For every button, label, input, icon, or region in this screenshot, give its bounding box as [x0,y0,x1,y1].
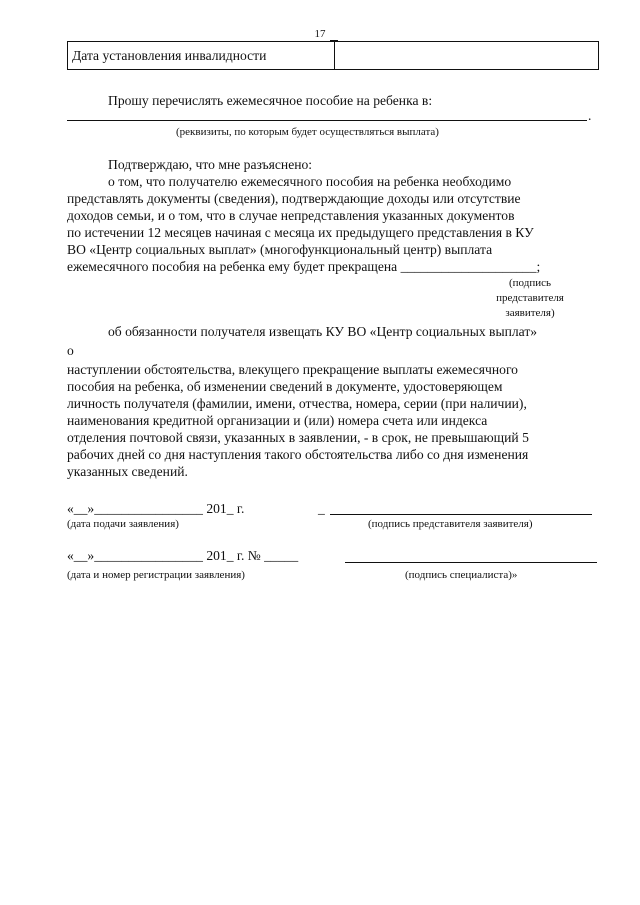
submission-date-note: (дата подачи заявления) [67,518,179,530]
obligation-line: наименования кредитной организации и (или) номера счета или индекса [67,413,488,428]
confirm-line: доходов семьи, и о том, что в случае непредставления указанных документов [67,208,515,223]
payment-details-line[interactable] [67,120,587,121]
obligation-line: пособия на ребенка, об изменении сведений в документе, удостоверяющем [67,379,503,394]
obligation-first-line: об обязанности получателя извещать КУ ВО «Центр социальных выплат» [108,324,538,339]
payment-line-end: . [588,108,592,123]
payment-request: Прошу перечислять ежемесячное пособие на ребенка в: [108,93,433,108]
specialist-signature-note: (подпись специалиста)» [405,569,518,581]
disability-date-label: Дата установления инвалидности [68,42,335,70]
confirm-line: представлять документы (сведения), подтверждающие доходы или отсутствие [67,191,521,206]
specialist-signature-line[interactable] [345,562,597,563]
disability-date-field[interactable] [335,42,599,70]
obligation-line: указанных сведений. [67,464,188,479]
obligation-line: наступлении обстоятельства, влекущего прекращение выплаты ежемесячного [67,362,518,377]
confirm-line: о том, что получателю ежемесячного пособия на ребенка необходимо [108,174,512,189]
confirm-line: ежемесячного пособия на ребенка ему будет прекращена ____________________; [67,259,541,274]
confirm-heading: Подтверждаю, что мне разъяснено: [108,157,313,172]
applicant-signature-line[interactable] [330,514,592,515]
confirm-line: по истечении 12 месяцев начиная с месяца их предыдущего представления в КУ [67,225,534,240]
page-number: 17 [314,28,326,40]
disability-table [67,41,599,70]
submission-date-line[interactable]: «__»________________ 201_ г. [67,501,245,516]
obligation-line: отделения почтовой связи, указанных в заявлении, - в срок, не превышающий 5 [67,430,529,445]
confirm-signature-note: представителя [496,292,564,304]
confirm-signature-note: заявителя) [505,307,555,319]
applicant-signature-mark: _ [318,501,325,516]
applicant-signature-note: (подпись представителя заявителя) [368,518,533,530]
obligation-line: рабочих дней со дня наступления такого обстоятельства либо со дня изменения [67,447,529,462]
table-row [68,42,599,70]
registration-date-note: (дата и номер регистрации заявления) [67,569,245,581]
registration-date-line[interactable]: «__»________________ 201_ г. № _____ [67,548,299,563]
confirm-signature-note: (подпись [508,277,551,289]
confirm-line: ВО «Центр социальных выплат» (многофункциональный центр) выплата [67,242,493,257]
obligation-line: личность получателя (фамилии, имени, отчества, номера, серии (при наличии), [67,396,527,411]
payment-details-note: (реквизиты, по которым будет осуществляться выплата) [176,126,439,138]
obligation-orphan: о [67,343,74,358]
